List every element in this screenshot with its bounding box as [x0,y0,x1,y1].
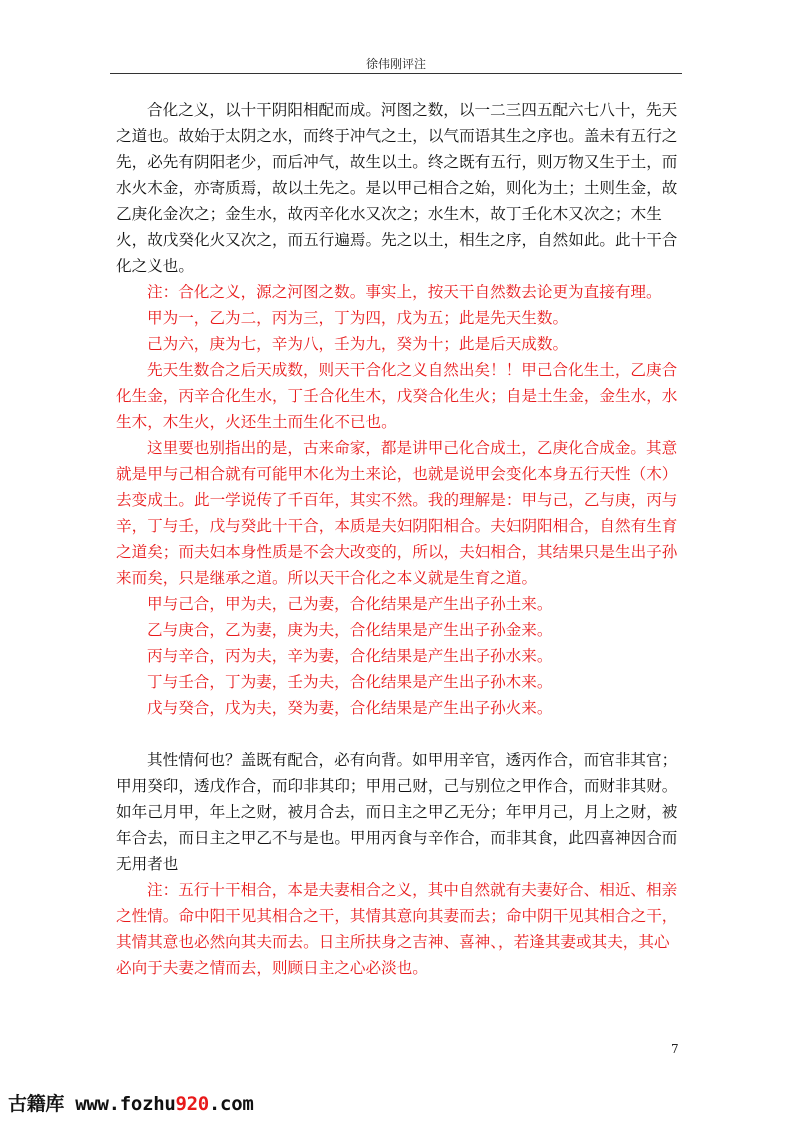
paragraph-classic-xingqing: 其性情何也？盖既有配合，必有向背。如甲用辛官，透丙作合，而官非其官；甲用癸印，透戊作合，而印非其印；甲用己财，己与别位之甲作合，而财非其财。如年己月甲，年上之财，被月合去，而日主之甲乙无分；年甲月己，月上之财，被年合去，而日主之甲乙不与是也。甲用丙食与辛作合，而非其食，此四喜神因合而无用者也 [116,751,678,873]
paragraph-ding-ren: 丁与壬合，丁为妻，壬为夫，合化结果是产生出子孙木来。 [147,673,553,691]
page-number: 7 [671,1042,679,1056]
paragraph-bing-xin: 丙与辛合，丙为夫，辛为妻，合化结果是产生出子孙水来。 [147,647,553,665]
paragraph-note-xingqing: 注：五行十干相合，本是夫妻相合之义，其中自然就有夫妻好合、相近、相亲之性情。命中阳干见其相合之干，其情其意向其妻而去；命中阴干见其相合之干，其情其意也必然向其夫而去。日主所扶身之吉神、喜神、，若逢其妻或其夫，其心必向于夫妻之情而去，则顾日主之心必淡也。 [116,881,678,977]
paragraph-commentary-couple: 这里要也别指出的是，古来命家，都是讲甲己化合成土，乙庚化合成金。其意就是甲与己相合就有可能甲木化为土来论，也就是说甲会变化本身五行天性（木）去变成土。此一学说传了千百年，其实不然。我的理解是：甲与己，乙与庚，丙与辛，丁与壬，戊与癸此十干合，本质是夫妇阴阳相合。夫妇阴阳相合，自然有生育之道矣；而夫妇本身性质是不会大改变的，所以，夫妇相合，其结果只是生出子孙来而矣，只是继承之道。所以天干合化之本义就是生育之道。 [116,439,678,587]
paragraph-gap [116,721,680,747]
paragraph-wu-gui: 戊与癸合，戊为夫，癸为妻，合化结果是产生出子孙火来。 [147,699,553,717]
paragraph-yi-geng: 乙与庚合，乙为妻，庚为夫，合化结果是产生出子孙金来。 [147,621,553,639]
paragraph-note-hetu: 注：合化之义，源之河图之数。事实上，按天干自然数去论更为直接有理。 [147,283,662,301]
page-header-title: 徐伟刚评注 [365,57,426,71]
watermark-prefix: 古籍库 www.fozhu [8,1093,176,1115]
document-body [116,97,680,981]
paragraph-xiantian-numbers: 甲为一，乙为二，丙为三，丁为四，戊为五；此是先天生数。 [147,309,569,327]
site-watermark [8,1089,253,1116]
paragraph-classic-hehua: 合化之义，以十干阴阳相配而成。河图之数，以一二三四五配六七八十，先天之道也。故始于太阴之水，而终于冲气之土，以气而语其生之序也。盖未有五行之先，必先有阴阳老少，而后冲气，故生以土。终之既有五行，则万物又生于土，而水火木金，亦寄质焉，故以土先之。是以甲己相合之始，则化为土；土则生金，故乙庚化金次之；金生水，故丙辛化水又次之；水生木，故丁壬化木又次之；木生火，故戊癸化火又次之，而五行遍焉。先之以土，相生之序，自然如此。此十干合化之义也。 [116,101,678,275]
paragraph-houtian-numbers: 己为六，庚为七，辛为八，壬为九，癸为十；此是后天成数。 [147,335,569,353]
watermark-suffix: .com [208,1093,254,1115]
paragraph-hehua-sheng: 先天生数合之后天成数，则天干合化之义自然出矣！！甲己合化生土，乙庚合化生金，丙辛合化生水，丁壬合化生木，戊癸合化生火；自是土生金，金生水，水生木，木生火，火还生土而生化不已也。 [116,361,678,431]
watermark-number: 920 [175,1093,209,1115]
paragraph-jia-ji: 甲与己合，甲为夫，己为妻，合化结果是产生出子孙土来。 [147,595,553,613]
header-divider [110,73,682,74]
